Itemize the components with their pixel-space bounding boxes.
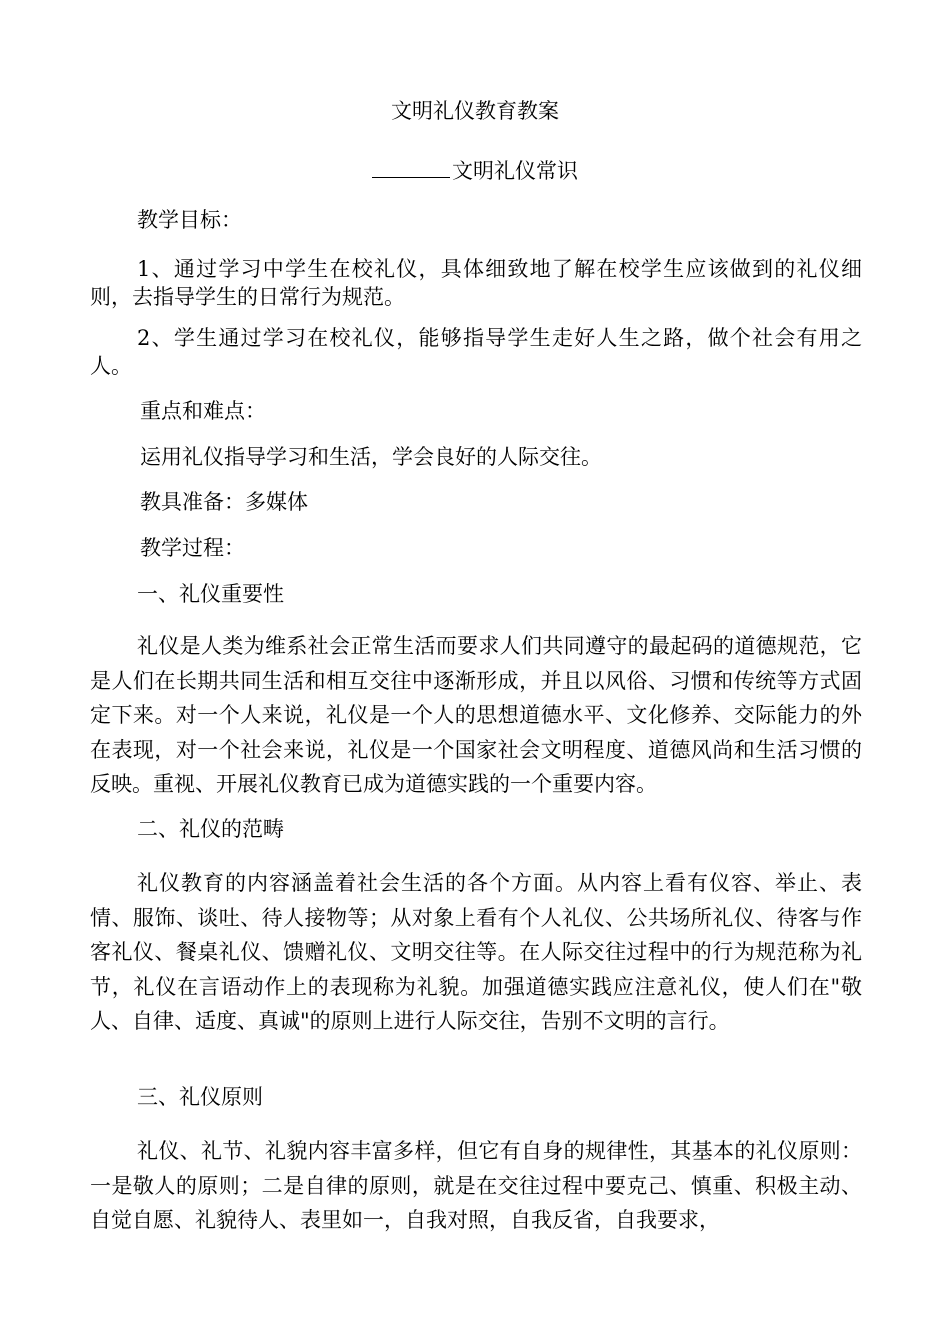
document-subtitle — [0, 153, 950, 186]
blank-underline — [372, 153, 450, 178]
objectives-heading: 教学目标： — [137, 208, 242, 232]
section-3-text: 礼仪、礼节、礼貌内容丰富多样，但它有自身的规律性，其基本的礼仪原则：一是敬人的原则；二是自律的原则，就是在交往过程中要克己、慎重、积极主动、自觉自愿、礼貌待人、表里如一，自我对照，自我反省，自我要求， — [90, 1139, 862, 1232]
section-1-text: 礼仪是人类为维系社会正常生活而要求人们共同遵守的最起码的道德规范，它是人们在长期共同生活和相互交往中逐渐形成，并且以风俗、习惯和传统等方式固定下来。对一个人来说，礼仪是一个人的思想道德水平、文化修养、交际能力的外在表现，对一个社会来说，礼仪是一个国家社会文明程度、道德风尚和生活习惯的反映。重视、开展礼仪教育已成为道德实践的一个重要内容。 — [90, 634, 862, 796]
section-3-heading: 三、礼仪原则 — [137, 1085, 263, 1109]
subtitle-text: 文明礼仪常识 — [452, 159, 578, 183]
materials: 教具准备：多媒体 — [140, 490, 308, 514]
process-heading: 教学过程： — [140, 536, 245, 560]
keypoints-heading: 重点和难点： — [140, 399, 266, 423]
section-2-text: 礼仪教育的内容涵盖着社会生活的各个方面。从内容上看有仪容、举止、表情、服饰、谈吐、待人接物等；从对象上看有个人礼仪、公共场所礼仪、待客与作客礼仪、餐桌礼仪、馈赠礼仪、文明交往等。在人际交往过程中的行为规范称为礼节，礼仪在言语动作上的表现称为礼貌。加强道德实践应注意礼仪，使人们在"敬人、自律、适度、真诚"的原则上进行人际交往，告别不文明的言行。 — [90, 871, 862, 1033]
section-2-heading: 二、礼仪的范畴 — [137, 817, 284, 841]
section-1-heading: 一、礼仪重要性 — [137, 582, 284, 606]
objective-2: 2、学生通过学习在校礼仪，能够指导学生走好人生之路，做个社会有用之人。 — [90, 326, 862, 378]
objective-1: 1、通过学习中学生在校礼仪，具体细致地了解在校学生应该做到的礼仪细则，去指导学生的日常行为规范。 — [90, 257, 862, 309]
document-title: 文明礼仪教育教案 — [391, 99, 559, 123]
keypoints-text: 运用礼仪指导学习和生活，学会良好的人际交往。 — [140, 445, 602, 469]
